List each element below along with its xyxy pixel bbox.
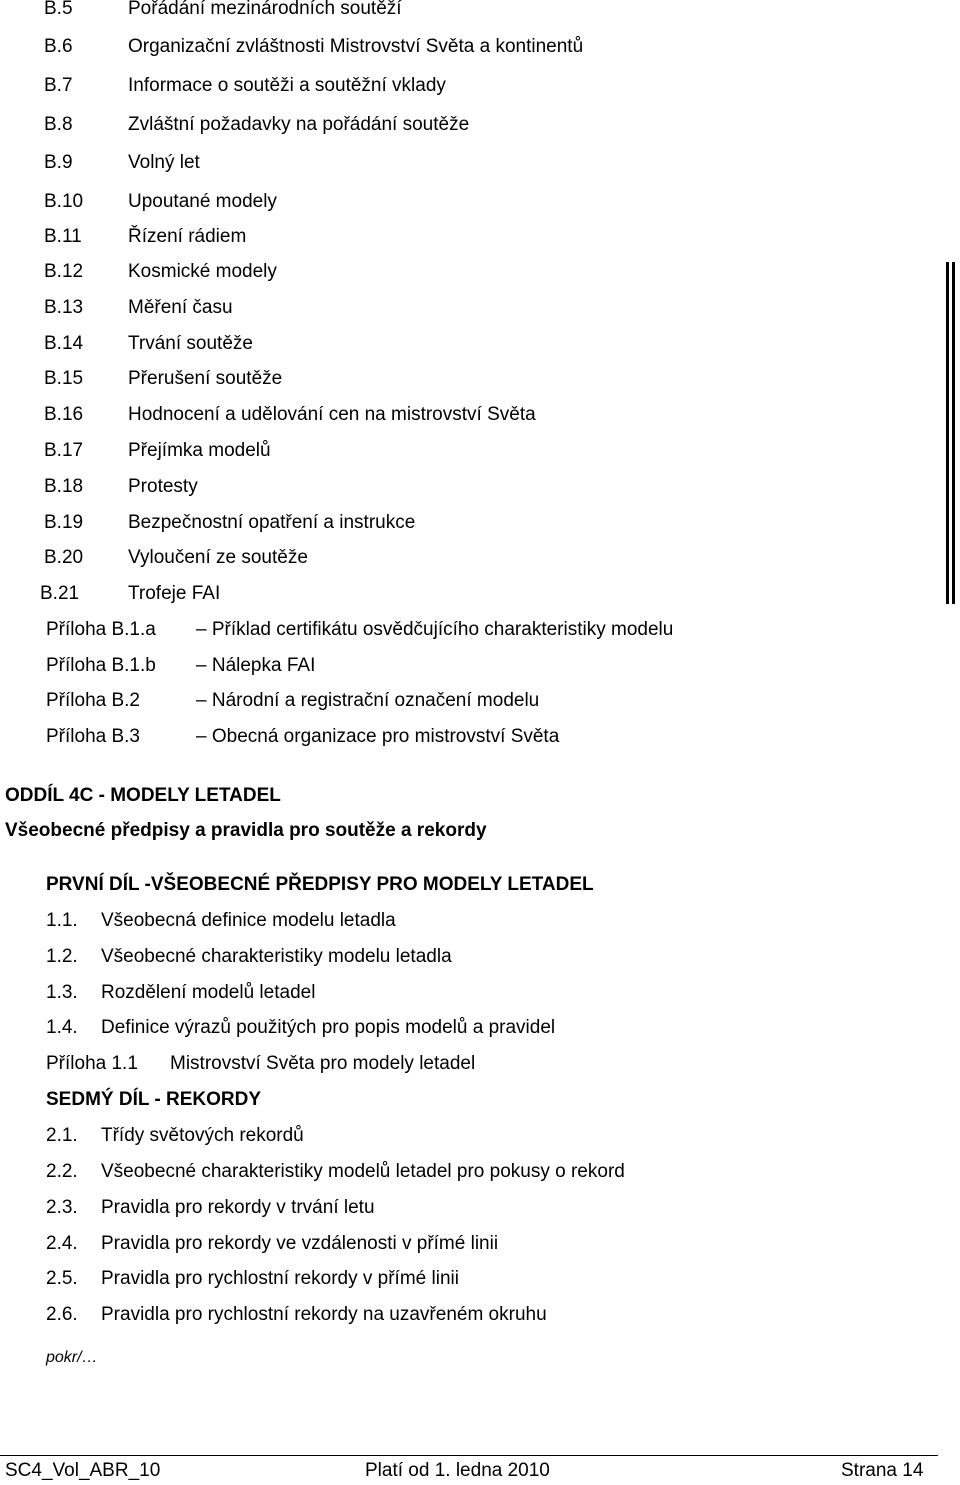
footer-divider <box>0 1455 938 1456</box>
toc-b-number: B.8 <box>44 114 73 135</box>
annex-b-title: – Národní a registrační označení modelu <box>196 690 540 711</box>
toc-b-number: B.20 <box>44 547 84 568</box>
toc-b-title: Organizační zvláštnosti Mistrovství Světa a kontinentů <box>128 36 584 57</box>
part7-item-number: 2.1. <box>46 1125 78 1146</box>
part1-item-title: Všeobecná definice modelu letadla <box>101 910 396 931</box>
annex-b-title: – Nálepka FAI <box>196 655 316 676</box>
toc-b-number: B.17 <box>44 440 84 461</box>
toc-b-number: B.7 <box>44 75 73 96</box>
footer-doc-id: SC4_Vol_ABR_10 <box>5 1460 161 1481</box>
part7-item-title: Všeobecné charakteristiky modelů letadel pro pokusy o rekord <box>101 1161 625 1182</box>
toc-b-number: B.10 <box>44 191 84 212</box>
part7-item-number: 2.4. <box>46 1233 78 1254</box>
toc-b-number: B.18 <box>44 476 84 497</box>
toc-b-number: B.11 <box>44 226 82 247</box>
toc-b-title: Trvání soutěže <box>128 333 253 354</box>
part1-item-title: Definice výrazů použitých pro popis modelů a pravidel <box>101 1017 556 1038</box>
part7-item-number: 2.5. <box>46 1268 78 1289</box>
part7-item-title: Pravidla pro rekordy ve vzdálenosti v přímé linii <box>101 1233 499 1254</box>
annex-b-label: Příloha B.3 <box>46 726 140 747</box>
toc-b-title: Volný let <box>128 152 200 173</box>
part7-item-number: 2.3. <box>46 1197 78 1218</box>
margin-change-bar <box>952 262 955 604</box>
annex-b-label: Příloha B.1.b <box>46 655 156 676</box>
toc-b-number: B.14 <box>44 333 84 354</box>
toc-b-number: B.13 <box>44 297 84 318</box>
footer-valid-from: Platí od 1. ledna 2010 <box>365 1460 550 1481</box>
part1-heading: PRVNÍ DÍL -VŠEOBECNÉ PŘEDPISY PRO MODELY LETADEL <box>46 874 594 895</box>
part7-item-title: Pravidla pro rychlostní rekordy v přímé linii <box>101 1268 459 1289</box>
toc-b-title: Hodnocení a udělování cen na mistrovství Světa <box>128 404 536 425</box>
toc-b-number: B.9 <box>44 152 73 173</box>
toc-b-title: Informace o soutěži a soutěžní vklady <box>128 75 446 96</box>
toc-b-number: B.15 <box>44 368 84 389</box>
section-heading: ODDÍL 4C - MODELY LETADEL <box>5 785 281 806</box>
toc-b-title: Přerušení soutěže <box>128 368 283 389</box>
toc-b-title: Bezpečnostní opatření a instrukce <box>128 512 416 533</box>
part1-annex-title: Mistrovství Světa pro modely letadel <box>170 1053 476 1074</box>
annex-b-title: – Příklad certifikátu osvědčujícího charakteristiky modelu <box>196 619 674 640</box>
part1-item-number: 1.1. <box>46 910 78 931</box>
toc-b-number: B.5 <box>44 0 73 19</box>
toc-b-title: Měření času <box>128 297 233 318</box>
continued-note: pokr/… <box>46 1349 98 1366</box>
section-subheading: Všeobecné předpisy a pravidla pro soutěže a rekordy <box>5 820 487 841</box>
toc-b-number: B.21 <box>40 583 80 604</box>
toc-b-title: Pořádání mezinárodních soutěží <box>128 0 402 19</box>
toc-b-title: Trofeje FAI <box>128 583 221 604</box>
annex-b-label: Příloha B.2 <box>46 690 140 711</box>
part1-item-title: Rozdělení modelů letadel <box>101 982 316 1003</box>
toc-b-title: Upoutané modely <box>128 191 277 212</box>
toc-b-number: B.12 <box>44 261 84 282</box>
toc-b-title: Protesty <box>128 476 198 497</box>
toc-b-title: Kosmické modely <box>128 261 277 282</box>
part7-item-number: 2.2. <box>46 1161 78 1182</box>
part7-item-title: Pravidla pro rychlostní rekordy na uzavřeném okruhu <box>101 1304 547 1325</box>
toc-b-number: B.6 <box>44 36 73 57</box>
toc-b-number: B.19 <box>44 512 84 533</box>
toc-b-title: Vyloučení ze soutěže <box>128 547 308 568</box>
margin-change-bar <box>946 262 949 604</box>
part7-item-title: Pravidla pro rekordy v trvání letu <box>101 1197 375 1218</box>
part1-item-number: 1.3. <box>46 982 78 1003</box>
part1-annex-label: Příloha 1.1 <box>46 1053 138 1074</box>
part7-item-number: 2.6. <box>46 1304 78 1325</box>
toc-b-title: Přejímka modelů <box>128 440 271 461</box>
toc-b-number: B.16 <box>44 404 84 425</box>
part1-item-title: Všeobecné charakteristiky modelu letadla <box>101 946 452 967</box>
footer-page-number: Strana 14 <box>841 1460 924 1481</box>
toc-b-title: Řízení rádiem <box>128 226 247 247</box>
part1-item-number: 1.2. <box>46 946 78 967</box>
annex-b-label: Příloha B.1.a <box>46 619 156 640</box>
part7-item-title: Třídy světových rekordů <box>101 1125 304 1146</box>
annex-b-title: – Obecná organizace pro mistrovství Světa <box>196 726 560 747</box>
part1-item-number: 1.4. <box>46 1017 78 1038</box>
part7-heading: SEDMÝ DÍL - REKORDY <box>46 1089 262 1110</box>
toc-b-title: Zvláštní požadavky na pořádání soutěže <box>128 114 470 135</box>
